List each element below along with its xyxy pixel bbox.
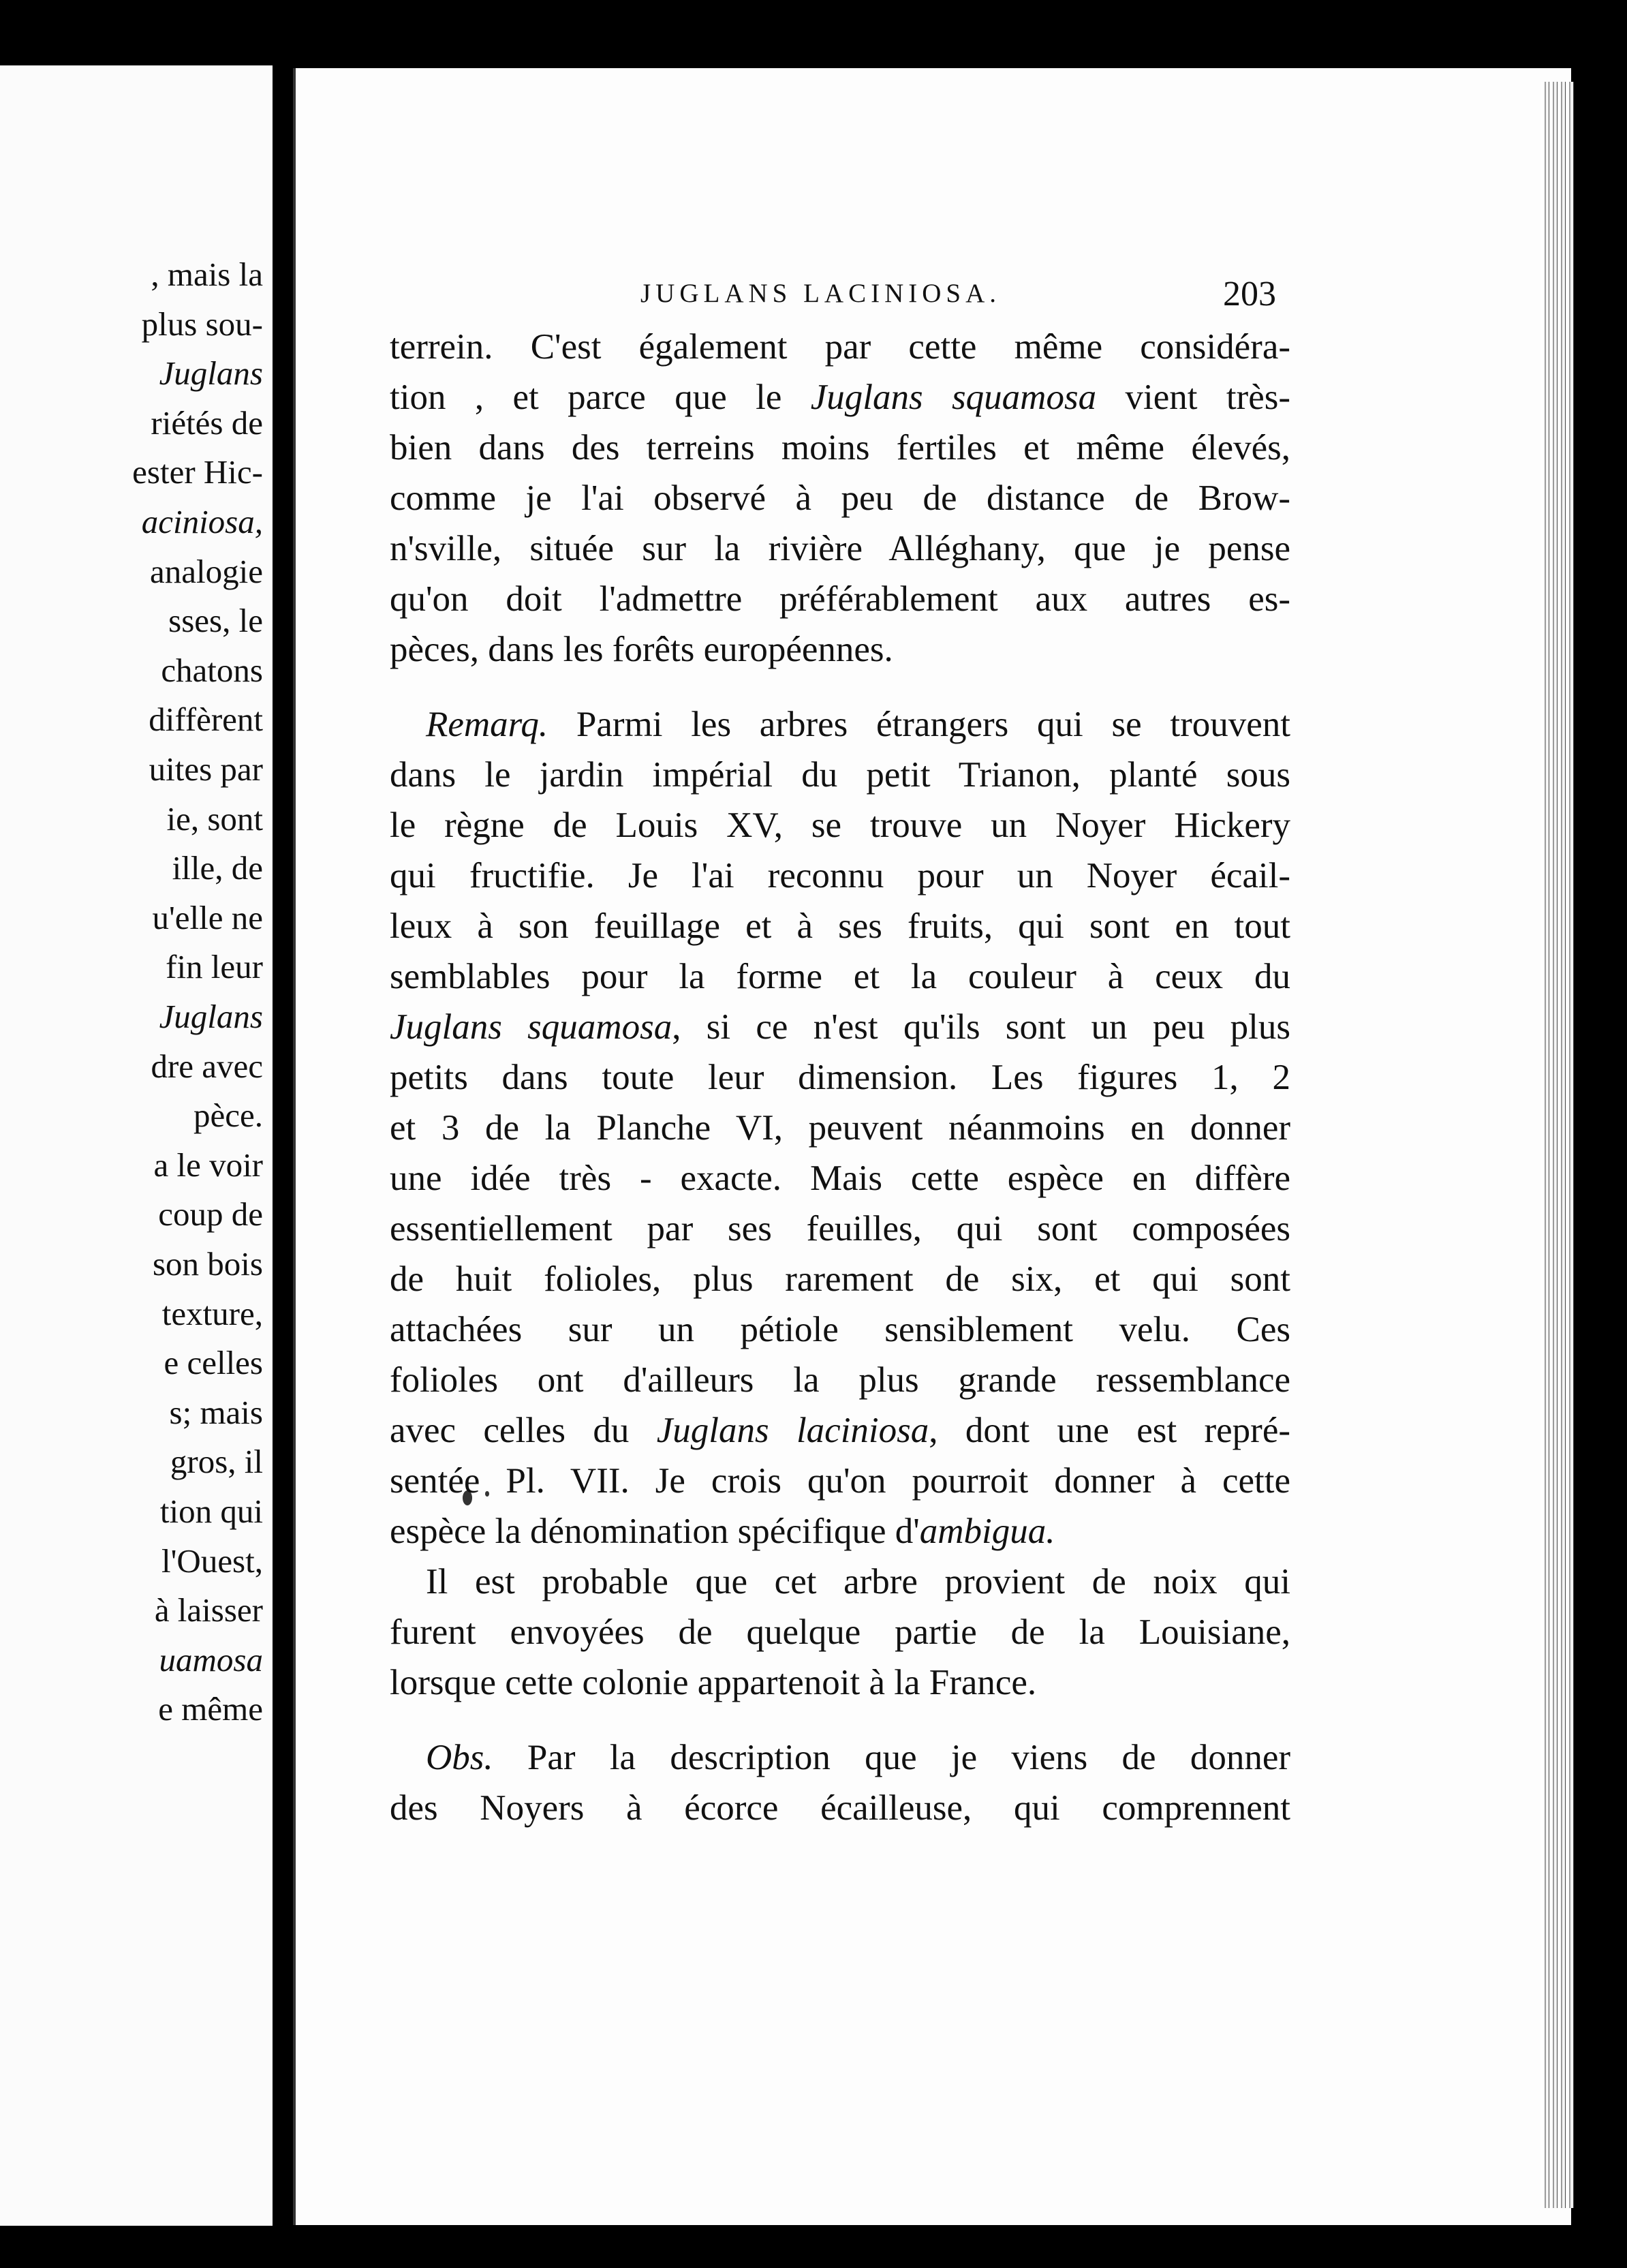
text-line: dans le jardin impérial du petit Trianon, planté sous bbox=[390, 755, 1290, 795]
facing-page bbox=[0, 65, 279, 2226]
page-edges bbox=[1541, 82, 1574, 2208]
text-line: semblables pour la forme et la couleur à ceux du bbox=[390, 957, 1290, 996]
facing-page-line: Juglans bbox=[159, 354, 263, 393]
facing-page-line: uites par bbox=[149, 750, 263, 788]
facing-page-line: e même bbox=[158, 1690, 263, 1728]
facing-page-line: ie, sont bbox=[166, 799, 263, 838]
text-line: une idée très - exacte. Mais cette espèce en diffère bbox=[390, 1159, 1290, 1198]
facing-page-line: diffèrent bbox=[149, 701, 263, 739]
book-gutter bbox=[273, 0, 293, 2268]
text-line: espèce la dénomination spécifique d'ambigua. bbox=[390, 1512, 1055, 1551]
text-line: de huit folioles, plus rarement de six, et qui sont bbox=[390, 1259, 1290, 1299]
text-line: bien dans des terreins moins fertiles et même élevés, bbox=[390, 428, 1290, 468]
text-line: lorsque cette colonie appartenoit à la France. bbox=[390, 1663, 1037, 1702]
species-name: ambigua. bbox=[919, 1512, 1055, 1551]
facing-page-line: texture, bbox=[161, 1294, 263, 1332]
species-name: Juglans squamosa bbox=[390, 1007, 672, 1047]
facing-page-line: à laisser bbox=[154, 1591, 263, 1629]
body-text bbox=[390, 322, 1290, 1833]
text-line: Il est probable que cet arbre provient de noix qui bbox=[426, 1562, 1290, 1602]
text-line: folioles ont d'ailleurs la plus grande ressemblance bbox=[390, 1360, 1290, 1400]
facing-page-line: uamosa bbox=[159, 1640, 263, 1679]
text-line: le règne de Louis XV, se trouve un Noyer Hickery bbox=[390, 806, 1290, 845]
facing-page-line: plus sou- bbox=[141, 305, 263, 343]
facing-page-line: son bois bbox=[152, 1245, 263, 1283]
text-line: furent envoyées de quelque partie de la Louisiane, bbox=[390, 1612, 1290, 1652]
text-line: sentée Pl. VII. Je crois qu'on pourroit donner à cette bbox=[390, 1461, 1290, 1501]
text-line: qu'on doit l'admettre préférablement aux autres es- bbox=[390, 579, 1290, 619]
text-line: pèces, dans les forêts européennes. bbox=[390, 630, 893, 669]
facing-page-line: , mais la bbox=[151, 256, 263, 293]
facing-page-line: sses, le bbox=[168, 602, 263, 640]
facing-page-line: tion qui bbox=[159, 1492, 263, 1530]
species-name: Juglans squamosa bbox=[810, 378, 1097, 417]
text-line: tion , et parce que le Juglans squamosa vient très- bbox=[390, 378, 1290, 417]
facing-page-line: u'elle ne bbox=[152, 898, 263, 936]
text-line: attachées sur un pétiole sensiblement velu. Ces bbox=[390, 1310, 1290, 1349]
facing-page-line: analogie bbox=[150, 552, 263, 590]
facing-page-line: gros, il bbox=[170, 1443, 263, 1481]
facing-page-line: fin leur bbox=[166, 948, 263, 986]
text-line: essentiellement par ses feuilles, qui sont composées bbox=[390, 1209, 1290, 1248]
text-line: Obs. Par la description que je viens de donner bbox=[426, 1738, 1290, 1777]
facing-page-line: aciniosa, bbox=[141, 503, 263, 540]
facing-page-line: s; mais bbox=[169, 1393, 263, 1431]
facing-page-line: coup de bbox=[158, 1195, 263, 1233]
paragraph-label: Obs. bbox=[426, 1738, 493, 1777]
facing-page-line: ester Hic- bbox=[132, 453, 263, 491]
facing-page-line: a le voir bbox=[153, 1146, 263, 1184]
text-line: avec celles du Juglans laciniosa, dont une est repré- bbox=[390, 1411, 1290, 1450]
text-line: Remarq. Parmi les arbres étrangers qui se trouvent bbox=[426, 705, 1290, 744]
text-line: petits dans toute leur dimension. Les figures 1, 2 bbox=[390, 1058, 1290, 1097]
species-name: Juglans laciniosa bbox=[656, 1411, 929, 1450]
facing-page-line: riétés de bbox=[151, 403, 263, 442]
facing-page-line: ille, de bbox=[172, 849, 263, 887]
facing-page-line: Juglans bbox=[159, 998, 263, 1035]
text-line: leux à son feuillage et à ses fruits, qui sont en tout bbox=[390, 906, 1290, 946]
text-line: Juglans squamosa, si ce n'est qu'ils sont un peu plus bbox=[390, 1007, 1290, 1047]
text-line: qui fructifie. Je l'ai reconnu pour un Noyer écail- bbox=[390, 856, 1290, 895]
text-line: et 3 de la Planche VI, peuvent néanmoins en donner bbox=[390, 1108, 1290, 1148]
facing-page-line: pèce. bbox=[193, 1097, 263, 1135]
running-head: JUGLANS LACINIOSA. bbox=[640, 279, 1002, 308]
text-line: des Noyers à écorce écailleuse, qui comprennent bbox=[390, 1788, 1290, 1828]
facing-page-line: chatons bbox=[161, 651, 263, 689]
facing-page-line: dre avec bbox=[151, 1047, 263, 1085]
page-number: 203 bbox=[1223, 275, 1276, 313]
facing-page-line: l'Ouest, bbox=[161, 1542, 263, 1580]
text-line: terrein. C'est également par cette même considéra- bbox=[390, 327, 1290, 367]
text-line: comme je l'ai observé à peu de distance de Brow- bbox=[390, 478, 1290, 518]
text-line: n'sville, située sur la rivière Alléghany, que je pense bbox=[390, 529, 1290, 568]
paragraph-label: Remarq. bbox=[426, 705, 548, 744]
facing-page-line: e celles bbox=[164, 1344, 263, 1382]
